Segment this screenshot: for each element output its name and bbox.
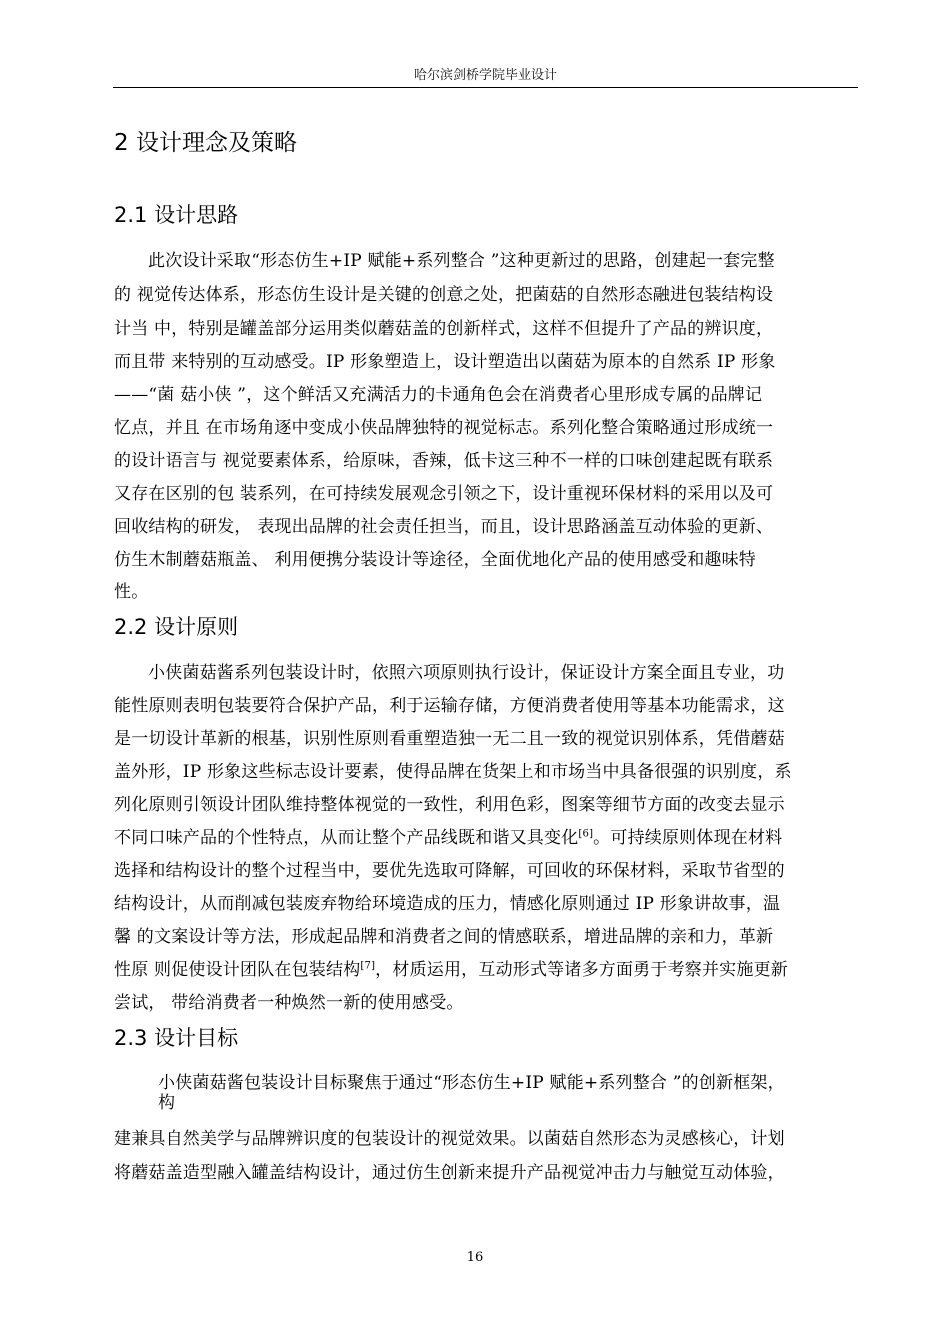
chapter-heading: 2 设计理念及策略 — [114, 130, 297, 156]
citation: [6] — [578, 828, 594, 840]
paragraph-line: 盖外形，IP 形象这些标志设计要素，使得品牌在货架上和市场当中具备很强的识别度，系 — [114, 762, 792, 782]
paragraph-line: 能性原则表明包装要符合保护产品，利于运输存储，方便消费者使用等基本功能需求，这 — [114, 696, 785, 716]
paragraph-line: 忆点，并且 在市场角逐中变成小侠品牌独特的视觉标志。系列化整合策略通过形成统一 — [114, 418, 774, 438]
paragraph-line: 仿生木制蘑菇瓶盖、 利用便携分装设计等途径，全面优地化产品的使用感受和趣味特 — [114, 550, 757, 570]
paragraph-line — [114, 955, 788, 980]
paragraph-line: 列化原则引领设计团队维持整体视觉的一致性，利用色彩，图案等细节方面的改变去显示 — [114, 795, 785, 815]
paragraph-line: 小侠菌菇酱包装设计目标聚焦于通过“形态仿生+IP 赋能+系列整合 ”的创新框架， — [158, 1073, 785, 1093]
paragraph-line — [114, 823, 782, 848]
line-text: 。可持续原则体现在材料 — [593, 828, 783, 848]
line-text: 性原 则促使设计团队在包装结构 — [114, 960, 361, 980]
paragraph-line: 构 — [158, 1093, 176, 1113]
paragraph-line: 馨 的文案设计等方法，形成起品牌和消费者之间的情感联系，增进品牌的亲和力，革新 — [114, 927, 774, 947]
paragraph-line: ——“菌 菇小侠 ”，这个鲜活又充满活力的卡通角色会在消费者心里形成专属的品牌记 — [114, 385, 763, 405]
paragraph-line: 的设计语言与 视觉要素体系，给原味，香辣，低卡这三种不一样的口味创建起既有联系 — [114, 451, 774, 471]
paragraph-line: 建兼具自然美学与品牌辨识度的包装设计的视觉效果。以菌菇自然形态为灵感核心，计划 — [114, 1129, 785, 1149]
paragraph-line: 将蘑菇盖造型融入罐盖结构设计，通过仿生创新来提升产品视觉冲击力与触觉互动体验， — [114, 1163, 785, 1183]
paragraph-line: 的 视觉传达体系，形态仿生设计是关键的创意之处，把菌菇的自然形态融进包装结构设 — [114, 285, 774, 305]
paragraph-line: 又存在区别的包 装系列，在可持续发展观念引领之下，设计重视环保材料的采用以及可 — [114, 484, 774, 504]
paragraph-line: 小侠菌菇酱系列包装设计时，依照六项原则执行设计，保证设计方案全面且专业，功 — [148, 663, 785, 683]
page-number: 16 — [466, 1250, 484, 1265]
section-heading-2-2: 2.2 设计原则 — [114, 615, 239, 639]
paragraph-line: 尝试， 带给消费者一种焕然一新的使用感受。 — [114, 993, 464, 1013]
paragraph-line: 结构设计，从而削减包装废弃物给环境造成的压力，情感化原则通过 IP 形象讲故事，温 — [114, 894, 781, 914]
citation: [7] — [360, 960, 376, 972]
line-text: ，材质运用，互动形式等诸多方面勇于考察并实施更新 — [375, 960, 788, 980]
paragraph-line: 是一切设计革新的根基，识别性原则看重塑造独一无二且一致的视觉识别体系，凭借蘑菇 — [114, 729, 785, 749]
header-title: 哈尔滨剑桥学院毕业设计 — [413, 68, 557, 83]
paragraph-line: 选择和结构设计的整个过程当中，要优先选取可降解，可回收的环保材料，采取节省型的 — [114, 861, 785, 881]
paragraph-line: 而且带 来特别的互动感受。IP 形象塑造上，设计塑造出以菌菇为原本的自然系 IP 形象 — [114, 352, 776, 372]
paragraph-line: 性。 — [114, 582, 149, 602]
section-heading-2-1: 2.1 设计思路 — [114, 203, 239, 227]
paragraph-line: 此次设计采取“形态仿生+IP 赋能+系列整合 ”这种更新过的思路，创建起一套完整 — [148, 251, 775, 271]
paragraph-line: 回收结构的研发， 表现出品牌的社会责任担当，而且，设计思路涵盖互动体验的更新、 — [114, 517, 774, 537]
header-divider — [113, 87, 858, 88]
line-text: 不同口味产品的个性特点，从而让整个产品线既和谐又具变化 — [114, 828, 579, 848]
section-heading-2-3: 2.3 设计目标 — [114, 1026, 239, 1050]
paragraph-line: 计当 中，特别是罐盖部分运用类似蘑菇盖的创新样式，这样不但提升了产品的辨识度， — [114, 319, 774, 339]
